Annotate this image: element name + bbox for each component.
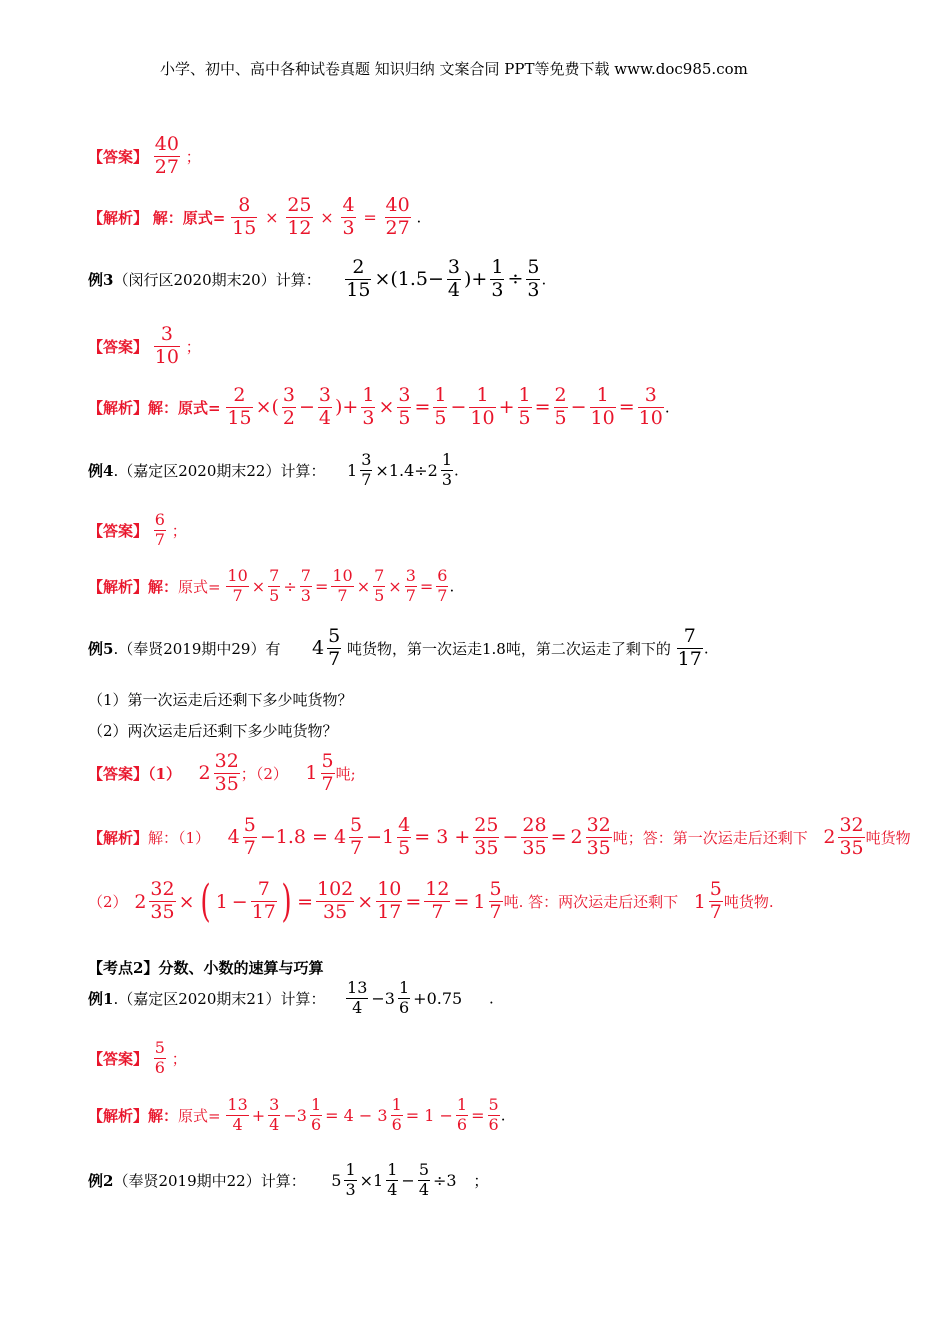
fraction: $\frac{1}{3}$: [345, 1160, 356, 1199]
analysis-row-ex5-part2: [88, 876, 774, 927]
equals-sign: =: [534, 396, 551, 419]
equals-sign: =: [453, 890, 470, 913]
minus-sign: −: [401, 1170, 415, 1190]
example-5-question: [88, 627, 709, 670]
unit-text: 吨;: [335, 764, 356, 783]
fraction: $\frac{5}{7}$: [350, 814, 363, 859]
equals-sign: =: [419, 576, 434, 596]
fraction: $\frac{32}{35}$: [839, 814, 864, 859]
answer-row-ex1b: [88, 1040, 187, 1077]
fraction: $\frac{3}{4}$: [318, 384, 332, 429]
example-source: （闵行区2020期末20）计算：: [113, 270, 321, 289]
expression-text: −1.8 = 4: [259, 826, 347, 849]
fraction: $\frac{7}{17}$: [251, 878, 276, 923]
equals-sign: =: [363, 207, 377, 227]
fraction: $\frac{5}{7}$: [328, 625, 341, 670]
page-header: 小学、初中、高中各种试卷真题 知识归纳 文案合同 PPT等免费下载 www.doc985.com: [160, 60, 748, 78]
period: .: [416, 208, 422, 227]
mixed-whole: 1: [347, 460, 358, 480]
fraction: $\frac{25}{35}$: [474, 814, 499, 859]
section-heading: 【考点2】分数、小数的速算与巧算: [88, 959, 324, 977]
example-2b-question: [88, 1162, 488, 1199]
example-1b-question: [88, 980, 494, 1017]
fraction: $\frac{25}{12}$: [287, 194, 312, 239]
mixed-whole: 1: [305, 762, 318, 785]
subquestion-2: （2）两次运走后还剩下多少吨货物？: [88, 722, 338, 740]
equals-sign: =: [471, 1105, 485, 1125]
times-sign: ×: [357, 890, 374, 913]
example-label: 例4: [88, 461, 114, 480]
analysis-label: 【解析】: [88, 1106, 149, 1125]
fraction: $\frac{13}{4}$: [227, 1095, 248, 1134]
semicolon: ；: [171, 521, 187, 540]
answer-fraction: $\frac{6}{7}$: [154, 510, 165, 549]
semicolon: ；: [185, 337, 201, 356]
mixed-whole: 2: [570, 826, 583, 849]
mixed-whole: 2: [134, 890, 147, 913]
equals-sign: =: [314, 576, 329, 596]
expression-text: ×1: [359, 1170, 384, 1190]
analysis-row-ex4: [88, 568, 454, 605]
example-3-question: [88, 258, 546, 301]
answer-label: 【答案】: [88, 337, 149, 356]
fraction: $\frac{12}{7}$: [425, 878, 450, 923]
period: .: [488, 989, 494, 1008]
example-source: .（嘉定区2020期末22）计算：: [113, 461, 326, 480]
example-label: 例3: [88, 270, 114, 289]
fraction: $\frac{1}{3}$: [362, 384, 375, 429]
mixed-whole: 2: [823, 826, 836, 849]
minus-sign: −: [231, 890, 248, 913]
example-4-question: [88, 452, 459, 489]
fraction: $\frac{2}{15}$: [346, 256, 371, 301]
fraction: $\frac{5}{7}$: [243, 814, 256, 859]
fraction: $\frac{2}{15}$: [227, 384, 252, 429]
mixed-whole: 1: [693, 890, 706, 913]
analysis-label: 【解析】: [88, 828, 149, 847]
solution-prefix: 解：（1）: [148, 828, 211, 847]
fraction: $\frac{7}{17}$: [677, 625, 702, 670]
question-text: 吨货物，第一次运走1.8吨，第二次运走了剩下的: [347, 639, 671, 658]
example-source: （奉贤2019期中22）计算：: [113, 1171, 306, 1190]
fraction: $\frac{3}{2}$: [282, 384, 295, 429]
analysis-row-ex3: [88, 386, 670, 429]
solution-text: 吨；答：第一次运走后还剩下: [612, 828, 808, 847]
solution-prefix: 原式=: [178, 1106, 221, 1125]
period: .: [664, 398, 670, 417]
answer-fraction: $\frac{32}{35}$: [214, 750, 239, 795]
fraction: $\frac{3}{7}$: [405, 566, 416, 605]
fraction: $\frac{5}{7}$: [489, 878, 502, 923]
period: .: [541, 270, 547, 289]
fraction: $\frac{3}{10}$: [638, 384, 663, 429]
fraction: $\frac{1}{6}$: [391, 1095, 402, 1134]
equals-sign: =: [297, 890, 313, 913]
fraction: $\frac{10}{17}$: [377, 878, 402, 923]
fraction: $\frac{13}{4}$: [347, 978, 368, 1017]
equals-sign: =: [405, 890, 422, 913]
fraction: $\frac{4}{5}$: [398, 814, 411, 859]
fraction: $\frac{10}{7}$: [332, 566, 353, 605]
expression-text: 1: [215, 890, 228, 913]
answer-fraction: $\frac{5}{7}$: [321, 750, 334, 795]
semicolon: ；: [185, 147, 201, 166]
part-label: （2）: [255, 764, 288, 783]
mixed-whole: 4: [312, 637, 325, 660]
solution-prefix: 解：: [148, 577, 179, 596]
fraction: $\frac{32}{35}$: [586, 814, 611, 859]
minus-sign: −: [450, 396, 467, 419]
analysis-label: 【解析】: [88, 208, 149, 227]
fraction: $\frac{7}{5}$: [269, 566, 280, 605]
unit-text: 吨货物.: [723, 893, 774, 911]
semicolon: ；: [171, 1049, 187, 1068]
times-sign: ×: [320, 207, 334, 227]
fraction: $\frac{40}{27}$: [385, 194, 410, 239]
answer-label: 【答案】: [88, 147, 149, 166]
minus-sign: −: [570, 396, 587, 419]
fraction: $\frac{1}{6}$: [398, 978, 410, 1017]
fraction: $\frac{1}{5}$: [518, 384, 531, 429]
plus-sign: +: [498, 396, 515, 419]
answer-fraction: $\frac{5}{6}$: [154, 1038, 165, 1077]
fraction: $\frac{7}{3}$: [300, 566, 311, 605]
times-sign: ×: [388, 576, 402, 596]
right-paren: ): [281, 876, 292, 927]
answer-label: 【答案】: [88, 764, 149, 783]
times-sign: ×: [251, 576, 266, 596]
fraction: $\frac{5}{4}$: [418, 1160, 430, 1199]
divide-sign: ÷: [283, 576, 297, 596]
minus-sign: −: [502, 826, 519, 849]
semicolon: ；: [473, 1171, 489, 1190]
expression-text: +0.75: [413, 988, 463, 1008]
fraction: $\frac{8}{15}$: [232, 194, 257, 239]
period: .: [703, 639, 709, 658]
fraction: $\frac{4}{3}$: [342, 194, 355, 239]
answer-label: 【答案】: [88, 521, 149, 540]
fraction: $\frac{3}{4}$: [447, 256, 461, 301]
answer-row-1: [88, 135, 201, 178]
mixed-whole: 5: [331, 1170, 342, 1190]
answer-row-ex3: [88, 325, 201, 368]
fraction: $\frac{6}{7}$: [437, 566, 448, 605]
semicolon: ；: [240, 764, 256, 783]
fraction: $\frac{10}{7}$: [227, 566, 248, 605]
example-source: .（奉贤2019期中29）有: [113, 639, 281, 658]
solution-prefix: 原式=: [178, 577, 221, 596]
fraction: $\frac{1}{3}$: [441, 450, 453, 489]
part-label: （1）: [148, 764, 181, 783]
fraction: $\frac{3}{7}$: [361, 450, 372, 489]
fraction: $\frac{102}{35}$: [317, 878, 354, 923]
equals-sign: =: [550, 826, 567, 849]
expression-text: = 3 +: [414, 826, 471, 849]
fraction: $\frac{1}{3}$: [491, 256, 504, 301]
fraction: $\frac{3}{4}$: [269, 1095, 280, 1134]
expression-text: ×(: [255, 396, 279, 419]
fraction: $\frac{1}{10}$: [470, 384, 495, 429]
expression-text: ×1.4÷2: [375, 460, 438, 480]
example-source: .（嘉定区2020期末21）计算：: [113, 989, 326, 1008]
answer-fraction: $\frac{40}{27}$: [154, 133, 179, 178]
fraction: $\frac{1}{6}$: [456, 1095, 468, 1134]
solution-text: 吨. 答：两次运走后还剩下: [503, 893, 679, 911]
period: .: [454, 461, 459, 480]
times-sign: ×: [265, 207, 279, 227]
equals-sign: =: [618, 396, 635, 419]
expression-text: = 4 − 3: [325, 1105, 388, 1125]
answer-fraction: $\frac{3}{10}$: [154, 323, 179, 368]
times-sign: ×: [178, 890, 195, 913]
fraction: $\frac{28}{35}$: [522, 814, 547, 859]
fraction: $\frac{3}{5}$: [398, 384, 411, 429]
solution-prefix: 解：原式=: [152, 208, 226, 227]
mixed-whole: 2: [198, 762, 211, 785]
expression-text: = 1 −: [405, 1105, 453, 1125]
expression-text: −1: [366, 826, 395, 849]
part-label: （2）: [88, 893, 128, 911]
times-sign: ×: [356, 576, 371, 596]
fraction: $\frac{1}{5}$: [434, 384, 447, 429]
answer-row-ex4: [88, 512, 187, 549]
expression-text: −3: [371, 988, 395, 1008]
mixed-whole: 4: [227, 826, 240, 849]
solution-prefix: 解：原式=: [148, 398, 221, 417]
fraction: $\frac{5}{3}$: [527, 256, 540, 301]
left-paren: (: [199, 876, 211, 927]
fraction: $\frac{32}{35}$: [150, 878, 175, 923]
expression-text: ×(1.5−: [374, 268, 444, 291]
fraction: $\frac{1}{6}$: [310, 1095, 322, 1134]
fraction: $\frac{2}{5}$: [554, 384, 567, 429]
analysis-label: 【解析】: [88, 398, 149, 417]
example-label: 例5: [88, 639, 114, 658]
analysis-row-ex5-part1: [88, 816, 911, 859]
analysis-label: 【解析】: [88, 577, 149, 596]
answer-label: 【答案】: [88, 1049, 149, 1068]
solution-prefix: 解：: [148, 1106, 179, 1125]
answer-row-ex5: [88, 752, 356, 795]
equals-sign: =: [414, 396, 431, 419]
fraction: $\frac{1}{4}$: [387, 1160, 398, 1199]
example-label: 例2: [88, 1171, 114, 1190]
expression-text: ÷3: [433, 1170, 457, 1190]
mixed-whole: 1: [473, 890, 486, 913]
period: .: [449, 577, 455, 596]
expression-text: )+: [335, 396, 359, 419]
analysis-row-ex1b: [88, 1097, 505, 1134]
minus-sign: −: [299, 396, 315, 419]
divide-sign: ÷: [507, 268, 524, 291]
times-sign: ×: [378, 396, 395, 419]
fraction: $\frac{1}{10}$: [590, 384, 615, 429]
fraction: $\frac{7}{5}$: [374, 566, 385, 605]
period: .: [500, 1106, 506, 1125]
fraction: $\frac{5}{7}$: [709, 878, 722, 923]
expression-text: −3: [283, 1105, 307, 1125]
analysis-row-1: [88, 196, 421, 239]
subquestion-1: （1）第一次运走后还剩下多少吨货物？: [88, 691, 353, 709]
expression-text: )+: [464, 268, 488, 291]
fraction: $\frac{5}{6}$: [488, 1095, 499, 1134]
example-label: 例1: [88, 989, 114, 1008]
unit-text: 吨货物: [865, 828, 911, 847]
plus-sign: +: [251, 1105, 266, 1125]
